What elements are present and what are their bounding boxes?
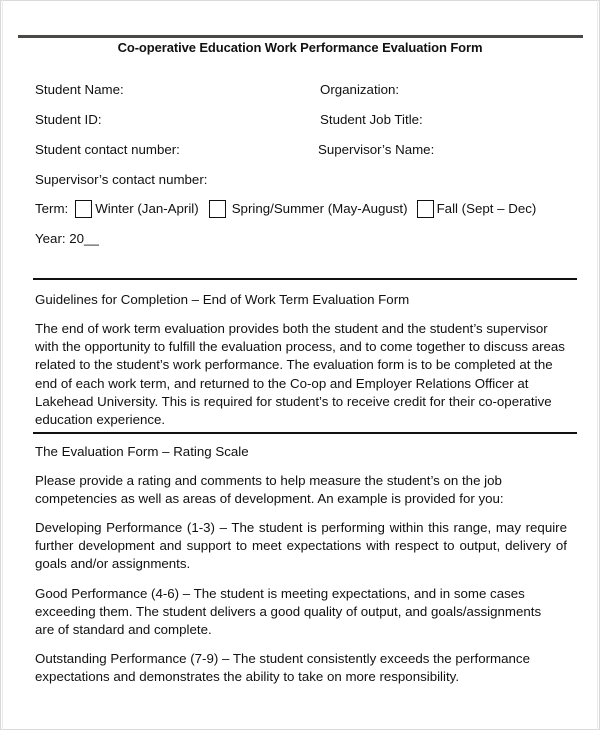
title-top-rule: [18, 35, 583, 38]
rating-scale-intro: Please provide a rating and comments to help measure the student’s on the job competencies as well as areas of development. An example is provided for you:: [35, 473, 504, 507]
supervisor-name-field: Supervisor’s Name:: [318, 142, 435, 157]
spring-summer-option-label: Spring/Summer (May-August): [231, 201, 408, 216]
winter-option-label: Winter (Jan-April): [95, 201, 199, 216]
guidelines-heading: Guidelines for Completion – End of Work Term Evaluation Form: [35, 292, 410, 307]
organization-field: Organization:: [320, 82, 400, 97]
term-label: Term:: [35, 201, 69, 216]
section-divider: [33, 432, 577, 434]
fall-checkbox[interactable]: [417, 200, 434, 218]
guidelines-body: The end of work term evaluation provides both the student and the student’s supervisor with the opportunity to fulfill the evaluation process, and to come together to discuss areas related to the student’s work performance. The evaluation form is to be completed at the end of each work term, and returned to the Co-op and Employer Relations Officer at Lakehead University. This is required for student’s to receive credit for their co-operative education experience.: [35, 321, 565, 428]
student-name-field: Student Name:: [35, 82, 124, 97]
year-field: Year: 20__: [35, 231, 99, 246]
student-job-title-field: Student Job Title:: [320, 112, 423, 127]
term-row: [35, 200, 540, 218]
rating-level-developing: Developing Performance (1-3) – The student is performing within this range, may require further development and support to meet expectations with respect to output, delivery of goals and/or assignments.: [35, 520, 567, 572]
fall-option-label: Fall (Sept – Dec): [436, 201, 537, 216]
student-contact-number-field: Student contact number:: [35, 142, 180, 157]
page-edge-left: [2, 0, 3, 730]
rating-level-outstanding: Outstanding Performance (7-9) – The student consistently exceeds the performance expectations and demonstrates the ability to take on more responsibility.: [35, 651, 530, 685]
document-title: Co-operative Education Work Performance Evaluation Form: [117, 40, 483, 55]
spring-summer-checkbox[interactable]: [209, 200, 226, 218]
student-id-field: Student ID:: [35, 112, 102, 127]
supervisor-contact-number-field: Supervisor’s contact number:: [35, 172, 208, 187]
winter-checkbox[interactable]: [75, 200, 92, 218]
section-divider: [33, 278, 577, 280]
rating-level-good: Good Performance (4-6) – The student is meeting expectations, and in some cases exceeding them. The student delivers a good quality of output, and goals/assignments are of standard and complete.: [35, 586, 542, 638]
rating-scale-heading: The Evaluation Form – Rating Scale: [35, 444, 249, 459]
page-edge-right: [597, 0, 598, 730]
